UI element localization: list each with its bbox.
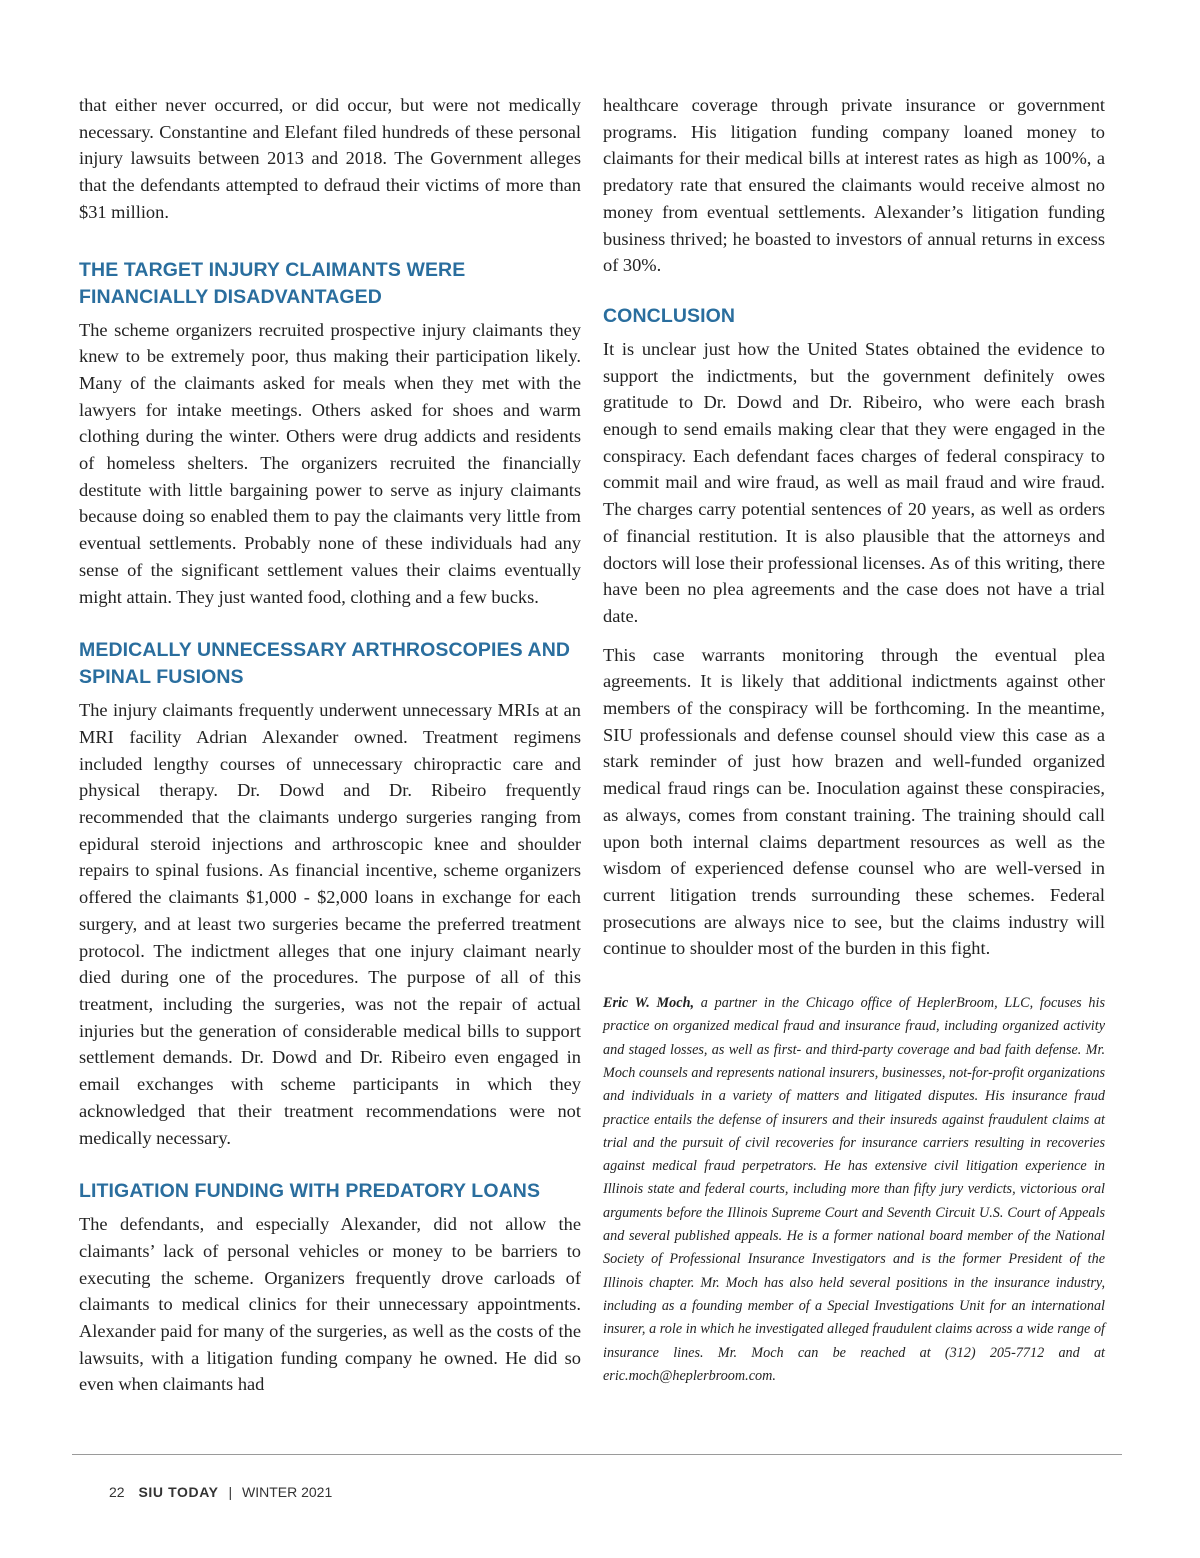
paragraph-financially-disadvantaged: The scheme organizers recruited prospective injury claimants they knew to be extremely poor, thus making their participation likely. Many of the claimants asked for meals when they met with the lawyers for intake meetings. Others asked for shoes and warm clothing during the winter. Others were drug addicts and residents of homeless shelters. The organizers recruited the financially destitute with little bargaining power to serve as injury claimants because doing so enabled them to pay the claimants very little from eventual settlements. Probably none of these individuals had any sense of the significant settlement values their claims eventually might attain. They just wanted food, clothing and a few bucks. [79, 319, 581, 607]
right-column [603, 92, 1105, 1388]
paragraph-unnecessary-surgeries: The injury claimants frequently underwent unnecessary MRIs at an MRI facility Adrian Alexander owned. Treatment regimens included lengthy courses of unnecessary chiropractic care and physical therapy. Dr. Dowd and Dr. Ribeiro frequently recommended that the claimants undergo surgeries ranging from epidural steroid injections and arthroscopic knee and shoulder repairs to spinal fusions. As financial incentive, scheme organizers offered the claimants $1,000 - $2,000 loans in exchange for each surgery, and at least two surgeries became the preferred treatment protocol. The indictment alleges that one injury claimant nearly died during one of the procedures. The purpose of all of this treatment, including the surgeries, was not the repair of actual injuries but the generation of considerable medical bills to support settlement demands. Dr. Dowd and Dr. Ribeiro even engaged in email exchanges with scheme participants in which they acknowledged that their treatment recommendations were not medically necessary. [79, 700, 581, 1148]
paragraph-conclusion: It is unclear just how the United States obtained the evidence to support the indictments, but the government definitely owes gratitude to Dr. Dowd and Dr. Ribeiro, who were each brash enough to send emails making clear that they were engaged in the conspiracy. Each defendant faces charges of federal conspiracy to commit mail and wire fraud, as well as mail fraud and wire fraud. The charges carry potential sentences of 20 years, as well as orders of financial restitution. It is also plausible that the attorneys and doctors will lose their professional licenses. As of this writing, there have been no plea agreements and the case does not have a trial date. [603, 338, 1105, 626]
author-bio-text: a partner in the Chicago office of HeplerBroom, LLC, focuses his practice on organized medical fraud and insurance fraud, including organized activity and staged losses, as well as first- and third-party coverage and bad faith defense. Mr. Moch counsels and represents national insurers, businesses, not-for-profit organizations and individuals in a variety of matters and litigated disputes. His insurance fraud practice entails the defense of insurers and their insureds against fraudulent claims at trial and the pursuit of civil recoveries for insurance carriers resulting in recoveries against medical fraud perpetrators. He has extensive civil litigation experience in Illinois state and federal courts, including more than fifty jury verdicts, victorious oral arguments before the Illinois Supreme Court and Seventh Circuit U.S. Court of Appeals and several published appeals. He is a former national board member of the National Society of Professional Insurance Investigators and is the former President of the Illinois chapter. Mr. Moch has also held several positions in the insurance industry, including as a founding member of a Special Investigations Unit for an international insurer, a role in which he investigated alleged fraudulent claims across a wide range of insurance lines. Mr. Moch can be reached at (312) 205-7712 and at eric.moch@heplerbroom.com. [603, 995, 1105, 1384]
page-footer [109, 1484, 332, 1500]
heading-financially-disadvantaged: THE TARGET INJURY CLAIMANTS WERE FINANCIALLY DISADVANTAGED [79, 258, 466, 308]
publication-name: SIU TODAY [138, 1484, 219, 1500]
author-bio [603, 992, 1105, 1388]
issue-label: WINTER 2021 [241, 1484, 333, 1500]
page-number: 22 [109, 1484, 125, 1500]
left-column [79, 92, 581, 1410]
paragraph-litigation-funding: The defendants, and especially Alexander, did not allow the claimants’ lack of personal vehicles or money to be barriers to executing the scheme. Organizers frequently drove carloads of claimants to medical clinics for their unnecessary appointments. Alexander paid for many of the surgeries, as well as the costs of the lawsuits, with a litigation funding company he owned. He did so even when claimants had [79, 1214, 581, 1395]
heading-unnecessary-surgeries: MEDICALLY UNNECESSARY ARTHROSCOPIES AND SPINAL FUSIONS [79, 639, 571, 689]
heading-conclusion: CONCLUSION [603, 304, 736, 327]
paragraph-intro-continued: that either never occurred, or did occur, but were not medically necessary. Constantine and Elefant filed hundreds of these personal injury lawsuits between 2013 and 2018. The Government alleges that the defendants attempted to defraud their victims of more than $31 million. [79, 95, 581, 222]
paragraph-conclusion-monitoring: This case warrants monitoring through the eventual plea agreements. It is likely that additional indictments against other members of the conspiracy will be forthcoming. In the meantime, SIU professionals and defense counsel should view this case as a stark reminder of just how brazen and well-funded organized medical fraud rings can be. Inoculation against these conspiracies, as always, comes from constant training. The training should call upon both internal claims department resources as well as the wisdom of experienced defense counsel who are well-versed in current litigation trends surrounding these schemes. Federal prosecutions are always nice to see, but the claims industry will continue to shoulder most of the burden in this fight. [603, 644, 1105, 959]
author-name: Eric W. Moch, [603, 995, 695, 1012]
heading-litigation-funding: LITIGATION FUNDING WITH PREDATORY LOANS [79, 1180, 541, 1203]
footer-separator: | [228, 1484, 233, 1500]
footer-divider [72, 1454, 1122, 1455]
paragraph-litigation-funding-continued: healthcare coverage through private insurance or government programs. His litigation funding company loaned money to claimants for their medical bills at interest rates as high as 100%, a predatory rate that ensured the claimants would receive almost no money from eventual settlements. Alexander’s litigation funding business thrived; he boasted to investors of annual returns in excess of 30%. [603, 95, 1105, 276]
